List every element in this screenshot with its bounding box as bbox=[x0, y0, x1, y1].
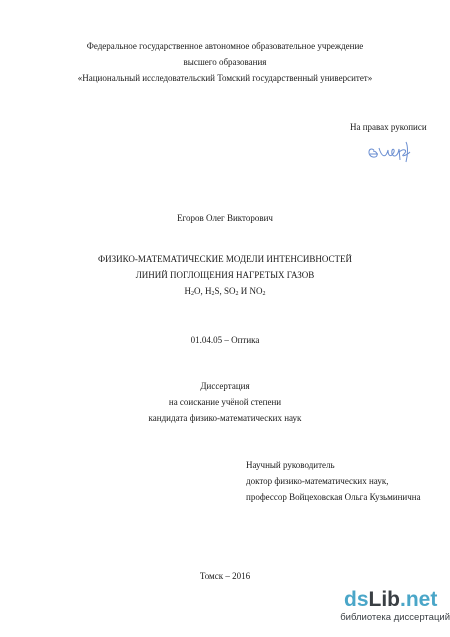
institution-line-2: высшего образования bbox=[183, 57, 267, 67]
institution-line-1: Федеральное государственное автономное образовательное учреждение bbox=[86, 41, 364, 51]
signature bbox=[364, 134, 416, 164]
author-name: Егоров Олег Викторович bbox=[177, 213, 273, 223]
dslib-logo: dsLib.net bbox=[344, 588, 438, 611]
supervisor-degree: доктор физико-математических наук, bbox=[246, 476, 389, 486]
degree-line-2: на соискание учёной степени bbox=[168, 397, 282, 407]
thesis-title-line-1: ФИЗИКО-МАТЕМАТИЧЕСКИЕ МОДЕЛИ ИНТЕНСИВНОСТЕЙ bbox=[98, 254, 352, 264]
thesis-title-formula: $H_2O$, $H_2S$, $SO_2$ И $NO_2$ bbox=[184, 286, 266, 297]
dslib-watermark bbox=[330, 588, 450, 634]
thesis-title-line-2: ЛИНИЙ ПОГЛОЩЕНИЯ НАГРЕТЫХ ГАЗОВ bbox=[135, 270, 315, 280]
supervisor-label: Научный руководитель bbox=[246, 460, 335, 470]
manuscript-note: На правах рукописи bbox=[350, 122, 427, 132]
degree-line-1: Диссертация bbox=[200, 381, 250, 391]
degree-line-3: кандидата физико-математических наук bbox=[148, 413, 302, 423]
specialty: 01.04.05 – Оптика bbox=[190, 335, 260, 345]
supervisor-name: профессор Войцеховская Ольга Кузьминична bbox=[246, 492, 421, 502]
institution-line-3: «Национальный исследовательский Томский государственный университет» bbox=[77, 73, 373, 83]
dslib-subtitle: библиотека диссертаций bbox=[340, 612, 450, 623]
city-year: Томск – 2016 bbox=[199, 571, 251, 581]
